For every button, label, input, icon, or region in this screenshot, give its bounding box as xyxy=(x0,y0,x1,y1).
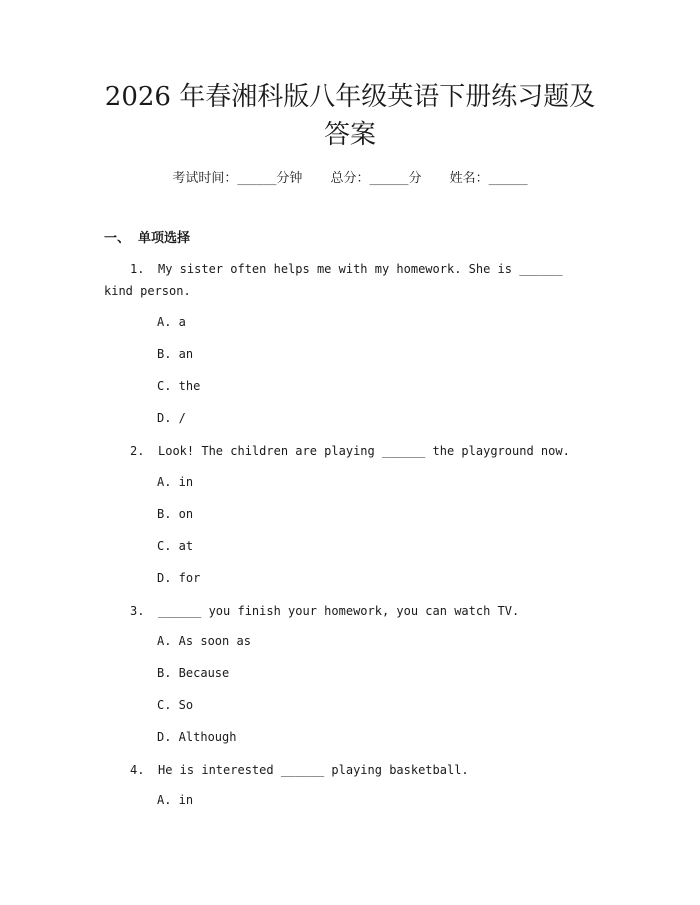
exam-meta xyxy=(0,170,700,188)
question-number: 2. xyxy=(130,444,145,458)
option-a: A. in xyxy=(157,475,194,489)
exam-time-field: 考试时间：______分钟 xyxy=(172,171,303,186)
question-number: 4. xyxy=(130,763,145,777)
option-c: C. So xyxy=(157,698,194,712)
question-number: 1. xyxy=(130,262,145,276)
question-1 xyxy=(104,258,582,302)
option-d: D. / xyxy=(157,411,186,425)
question-stem: ______ you finish your homework, you can watch TV. xyxy=(158,604,520,618)
section-number: 一、 xyxy=(104,231,131,246)
total-score-field: 总分：______分 xyxy=(330,171,422,186)
option-d: D. Although xyxy=(157,730,237,744)
document-title: 2026 年春湘科版八年级英语下册练习题及答案 xyxy=(104,82,596,150)
option-c: C. the xyxy=(157,379,201,393)
question-number: 3. xyxy=(130,604,145,618)
question-stem: Look! The children are playing ______ the playground now. xyxy=(158,444,570,458)
option-c: C. at xyxy=(157,539,194,553)
option-a: A. As soon as xyxy=(157,634,251,648)
option-a: A. in xyxy=(157,793,194,807)
question-4 xyxy=(104,759,582,781)
option-a: A. a xyxy=(157,315,186,329)
option-b: B. an xyxy=(157,347,194,361)
section-heading xyxy=(104,230,190,248)
option-d: D. for xyxy=(157,571,201,585)
question-2 xyxy=(104,440,582,462)
option-b: B. Because xyxy=(157,666,230,680)
section-title: 单项选择 xyxy=(138,231,191,246)
question-3 xyxy=(104,600,582,622)
question-stem: He is interested ______ playing basketball. xyxy=(158,763,469,777)
student-name-field: 姓名：______ xyxy=(449,171,528,186)
option-b: B. on xyxy=(157,507,194,521)
question-stem: My sister often helps me with my homework. She is ______ kind person. xyxy=(104,262,563,298)
